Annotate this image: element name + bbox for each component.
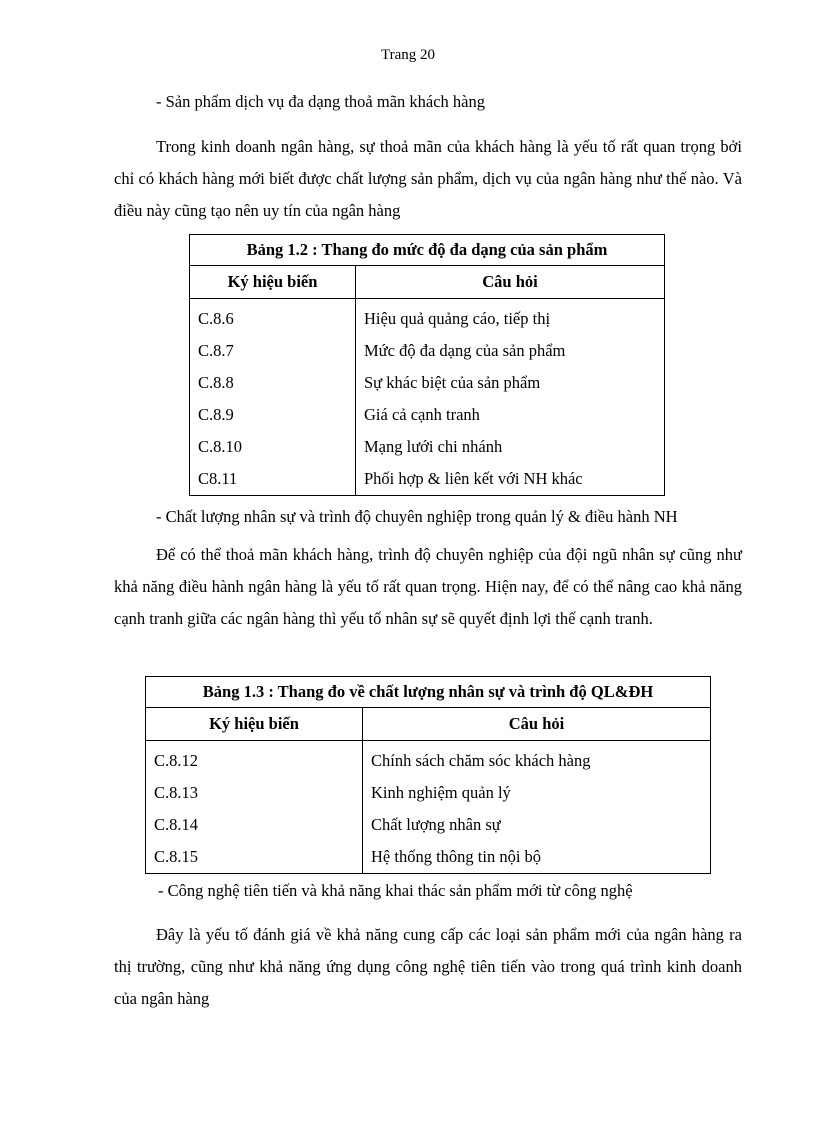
table-row: [190, 367, 665, 399]
cell-symbol: C.8.8: [190, 367, 356, 399]
cell-symbol: C.8.6: [190, 299, 356, 336]
table-staff-quality: [145, 676, 711, 874]
table-row: [146, 777, 711, 809]
table-caption: Bảng 1.2 : Thang đo mức độ đa dạng của sản phẩm: [190, 235, 665, 266]
column-header-symbol: Ký hiệu biến: [146, 708, 363, 741]
table-row: [190, 463, 665, 496]
cell-question: Hiệu quả quảng cáo, tiếp thị: [356, 299, 665, 336]
cell-symbol: C.8.14: [146, 809, 363, 841]
table-row: [146, 841, 711, 874]
bullet-staff-quality: - Chất lượng nhân sự và trình độ chuyên nghiệp trong quản lý & điều hành NH: [156, 507, 678, 526]
cell-question: Sự khác biệt của sản phẩm: [356, 367, 665, 399]
table-row: [190, 399, 665, 431]
table-caption: Bảng 1.3 : Thang đo về chất lượng nhân sự và trình độ QL&ĐH: [146, 677, 711, 708]
page-number: Trang 20: [380, 47, 436, 63]
table-row: [146, 741, 711, 778]
bullet-technology: - Công nghệ tiên tiến và khả năng khai thác sản phẩm mới từ công nghệ: [158, 881, 633, 900]
table-row: [190, 335, 665, 367]
table-row: [190, 299, 665, 336]
cell-question: Giá cả cạnh tranh: [356, 399, 665, 431]
table-row: [190, 431, 665, 463]
cell-symbol: C.8.9: [190, 399, 356, 431]
cell-question: Phối hợp & liên kết với NH khác: [356, 463, 665, 496]
cell-symbol: C.8.15: [146, 841, 363, 874]
cell-question: Mạng lưới chi nhánh: [356, 431, 665, 463]
cell-symbol: C.8.13: [146, 777, 363, 809]
cell-symbol: C8.11: [190, 463, 356, 496]
cell-question: Mức độ đa dạng của sản phẩm: [356, 335, 665, 367]
cell-symbol: C.8.12: [146, 741, 363, 778]
cell-question: Kinh nghiệm quản lý: [363, 777, 711, 809]
cell-question: Hệ thống thông tin nội bộ: [363, 841, 711, 874]
cell-question: Chất lượng nhân sự: [363, 809, 711, 841]
column-header-symbol: Ký hiệu biến: [190, 266, 356, 299]
paragraph-technology: Đây là yếu tố đánh giá về khả năng cung cấp các loại sản phẩm mới của ngân hàng ra thị trường, cũng như khả năng ứng dụng công nghệ tiên tiến vào trong quá trình kinh doanh của ngân hàng: [114, 925, 742, 1008]
cell-symbol: C.8.10: [190, 431, 356, 463]
table-row: [146, 809, 711, 841]
paragraph-customer-satisfaction: Trong kinh doanh ngân hàng, sự thoả mãn của khách hàng là yếu tố rất quan trọng bởi chỉ có khách hàng mới biết được chất lượng sản phẩm, dịch vụ của ngân hàng như thế nào. Và điều này cũng tạo nên uy tín của ngân hàng: [114, 137, 742, 220]
cell-symbol: C.8.7: [190, 335, 356, 367]
table-product-diversity: [189, 234, 665, 496]
cell-question: Chính sách chăm sóc khách hàng: [363, 741, 711, 778]
paragraph-staff-quality: Để có thể thoả mãn khách hàng, trình độ chuyên nghiệp của đội ngũ nhân sự cũng như khả năng điều hành ngân hàng là yếu tố rất quan trọng. Hiện nay, để có thể nâng cao khả năng cạnh tranh giữa các ngân hàng thì yếu tố nhân sự sẽ quyết định lợi thế cạnh tranh.: [114, 545, 742, 628]
column-header-question: Câu hỏi: [363, 708, 711, 741]
bullet-product-diversity: - Sản phẩm dịch vụ đa dạng thoả mãn khách hàng: [156, 92, 485, 111]
column-header-question: Câu hỏi: [356, 266, 665, 299]
